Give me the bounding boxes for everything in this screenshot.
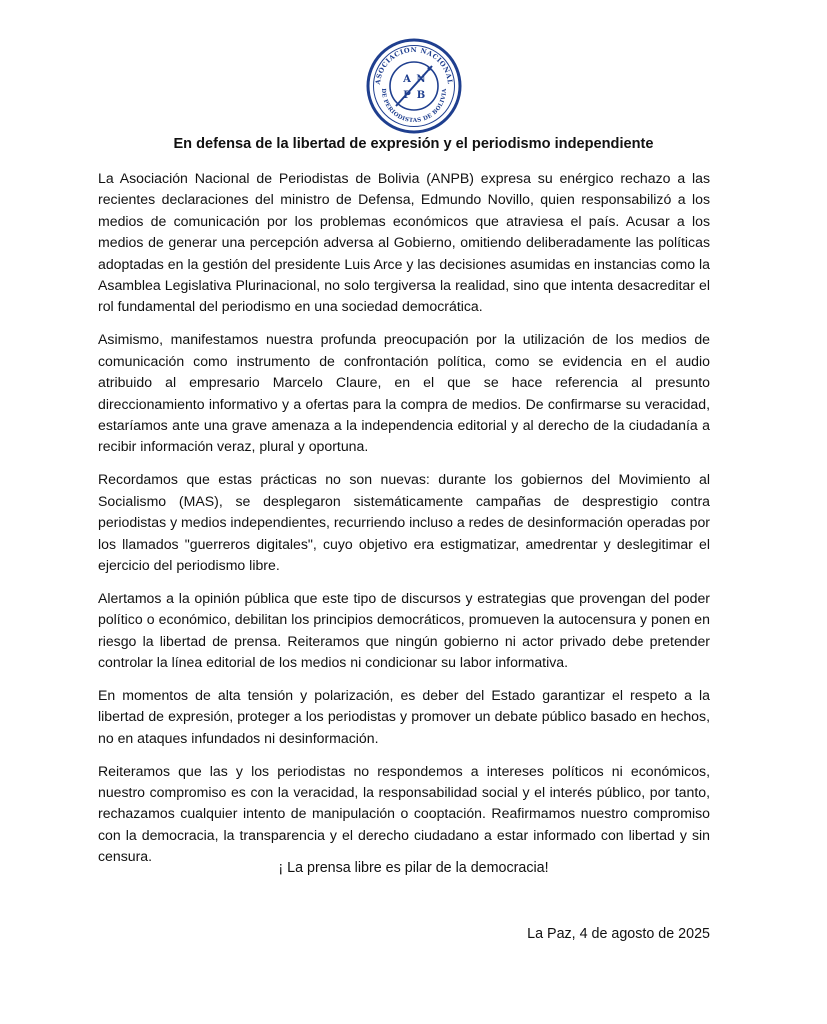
anpb-logo-seal xyxy=(366,38,462,134)
svg-text:A: A xyxy=(403,74,411,85)
anpb-logo xyxy=(366,38,462,134)
paragraph-5: En momentos de alta tensión y polarización, es deber del Estado garantizar el respeto a la libertad de expresión, proteger a los periodistas y promover un debate público basado en hechos, no en ataques infundados ni desinformación. xyxy=(98,686,710,746)
document-title: En defensa de la libertad de expresión y el periodismo independiente xyxy=(173,136,654,152)
svg-text:B: B xyxy=(416,90,426,101)
paragraph-1: La Asociación Nacional de Periodistas de Bolivia (ANPB) expresa su enérgico rechazo a las recientes declaraciones del ministro de Defensa, Edmundo Novillo, quien responsabilizó a los medios de comunicación por los problemas económicos que atraviesa el país. Acusar a los medios de generar una percepción adversa al Gobierno, omitiendo deliberadamente las políticas adoptadas en la gestión del presidente Luis Arce y las decisiones asumidas en instancias como la Asamblea Legislativa Plurinacional, no solo tergiversa la realidad, sino que intenta desacreditar el rol fundamental del periodismo en una sociedad democrática. xyxy=(98,170,710,315)
svg-text:DE PERIODISTAS DE BOLIVIA: DE PERIODISTAS DE BOLIVIA xyxy=(379,88,449,125)
paragraph-6: Reiteramos que las y los periodistas no respondemos a intereses políticos ni económicos, nuestro compromiso es con la veracidad, la responsabilidad social y el interés público, por tanto, rechazamos cualquier intento de manipulación o cooptación. Reafirmamos nuestro compromiso con la democracia, la transparencia y el derecho ciudadano a estar informado con libertad y sin censura. xyxy=(98,762,710,865)
paragraph-3: Recordamos que estas prácticas no son nuevas: durante los gobiernos del Movimiento al Socialismo (MAS), se desplegaron sistemáticamente campañas de desprestigio contra periodistas y medios independientes, recurriendo incluso a redes de desinformación operadas por los llamados "guerreros digitales", cuyo objetivo era estigmatizar, amedrentar y deslegitimar el ejercicio del periodismo libre. xyxy=(98,471,710,573)
svg-text:ASOCIACION NACIONAL: ASOCIACION NACIONAL xyxy=(373,46,455,85)
document-body xyxy=(98,168,710,879)
svg-text:N: N xyxy=(416,74,426,85)
paragraph-4: Alertamos a la opinión pública que este tipo de discursos y estrategias que provengan del poder político o económico, debilitan los principios democráticos, promueven la autocensura y ponen en riesgo la libertad de prensa. Reiteramos que ningún gobierno ni actor privado debe pretender controlar la línea editorial de los medios ni condicionar su labor informativa. xyxy=(98,589,710,671)
svg-text:P: P xyxy=(403,90,411,101)
place-and-date: La Paz, 4 de agosto de 2025 xyxy=(527,926,710,942)
closing-slogan: ¡ La prensa libre es pilar de la democracia! xyxy=(278,860,549,876)
paragraph-2: Asimismo, manifestamos nuestra profunda preocupación por la utilización de los medios de comunicación como instrumento de confrontación política, como se evidencia en el audio atribuido al empresario Marcelo Claure, en el que se hace referencia al presunto direccionamiento informativo y a ofertas para la compra de medios. De confirmarse su veracidad, estaríamos ante una grave amenaza a la independencia editorial y al derecho de la ciudadanía a recibir información veraz, plural y oportuna. xyxy=(98,331,710,455)
